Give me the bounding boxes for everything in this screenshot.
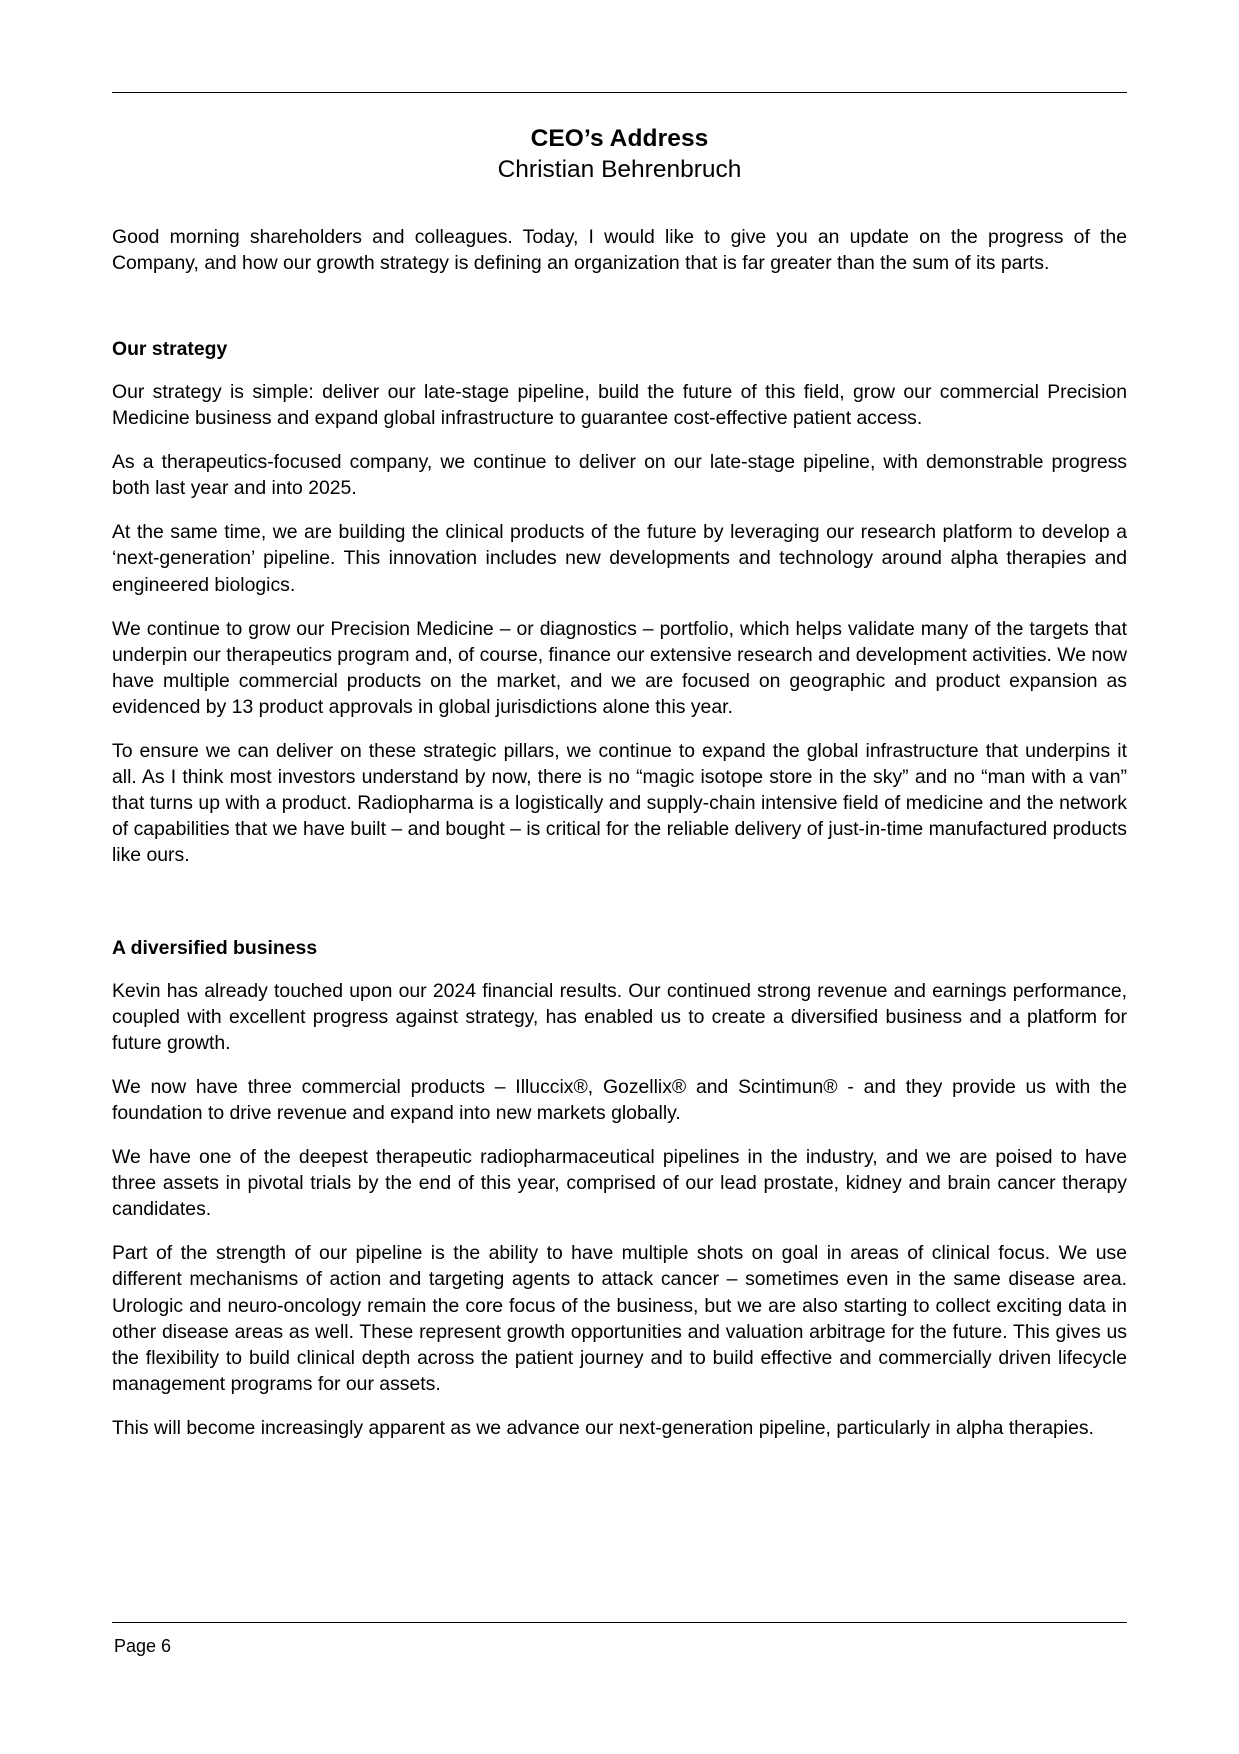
paragraph-therapeutics-focused: As a therapeutics-focused company, we continue to deliver on our late-stage pipeline, with demonstrable progress both last year and into 2025. (112, 451, 1127, 500)
section-heading-a-diversified-business: A diversified business (112, 936, 318, 959)
page-subtitle: Christian Behrenbruch (497, 156, 742, 184)
page-content-area (112, 0, 1127, 1754)
paragraph-commercial-products: We now have three commercial products – Illuccix®, Gozellix® and Scintimun® - and they provide us with the foundation to drive revenue and expand into new markets globally. (112, 1075, 1127, 1124)
title-spacer (112, 188, 1127, 224)
page-title: CEO’s Address (530, 125, 709, 152)
intro-paragraph: Good morning shareholders and colleagues. Today, I would like to give you an update on the progress of the Company, and how our growth strategy is defining an organization that is far greater than the sum of its parts. (112, 225, 1127, 274)
page-footer (112, 1622, 1127, 1754)
paragraph-next-generation-pipeline: At the same time, we are building the clinical products of the future by leveraging our research platform to develop a ‘next-generation’ pipeline. This innovation includes new developments and technology around alpha therapies and engineered biologics. (112, 521, 1127, 596)
paragraph-strategy-simple: Our strategy is simple: deliver our late-stage pipeline, build the future of this field, grow our commercial Precision Medicine business and expand global infrastructure to guarantee cost-effective patient access. (112, 381, 1127, 430)
document-body (112, 123, 1127, 1441)
paragraph-global-infrastructure: To ensure we can deliver on these strategic pillars, we continue to expand the global infrastructure that underpins it all. As I think most investors understand by now, there is no “magic isotope store in the sky” and no “man with a van” that turns up with a product. Radiopharma is a logistically and supply-chain intensive field of medicine and the network of capabilities that we have built – and bought – is critical for the reliable delivery of just-in-time manufactured products like ours. (112, 740, 1127, 867)
paragraph-alpha-therapies: This will become increasingly apparent as we advance our next-generation pipeline, particularly in alpha therapies. (112, 1416, 1094, 1439)
page-number: Page 6 (114, 1636, 172, 1656)
header-divider (112, 92, 1127, 93)
section-spacer-strategy (112, 294, 1127, 336)
paragraph-financial-results: Kevin has already touched upon our 2024 financial results. Our continued strong revenue and earnings performance, coupled with excellent progress against strategy, has enabled us to create a diversified business and a platform for future growth. (112, 979, 1127, 1054)
section-heading-our-strategy: Our strategy (112, 337, 228, 360)
paragraph-pipeline-depth: We have one of the deepest therapeutic radiopharmaceutical pipelines in the industry, and we are poised to have three assets in pivotal trials by the end of this year, comprised of our lead prostate, kidney and brain cancer therapy candidates. (112, 1146, 1127, 1221)
paragraph-precision-medicine: We continue to grow our Precision Medicine – or diagnostics – portfolio, which helps validate many of the targets that underpin our therapeutics program and, of course, finance our extensive research and development activities. We now have multiple commercial products on the market, and we are focused on geographic and product expansion as evidenced by 13 product approvals in global jurisdictions alone this year. (112, 617, 1127, 718)
section-spacer-diversified (112, 887, 1127, 935)
paragraph-shots-on-goal: Part of the strength of our pipeline is the ability to have multiple shots on goal in areas of clinical focus. We use different mechanisms of action and targeting agents to attack cancer – sometimes even in the same disease area. Urologic and neuro-oncology remain the core focus of the business, but we are also starting to collect exciting data in other disease areas as well. These represent growth opportunities and valuation arbitrage for the future. This gives us the flexibility to build clinical depth across the patient journey and to build effective and commercially driven lifecycle management programs for our assets. (112, 1242, 1127, 1395)
footer-divider (112, 1622, 1127, 1623)
